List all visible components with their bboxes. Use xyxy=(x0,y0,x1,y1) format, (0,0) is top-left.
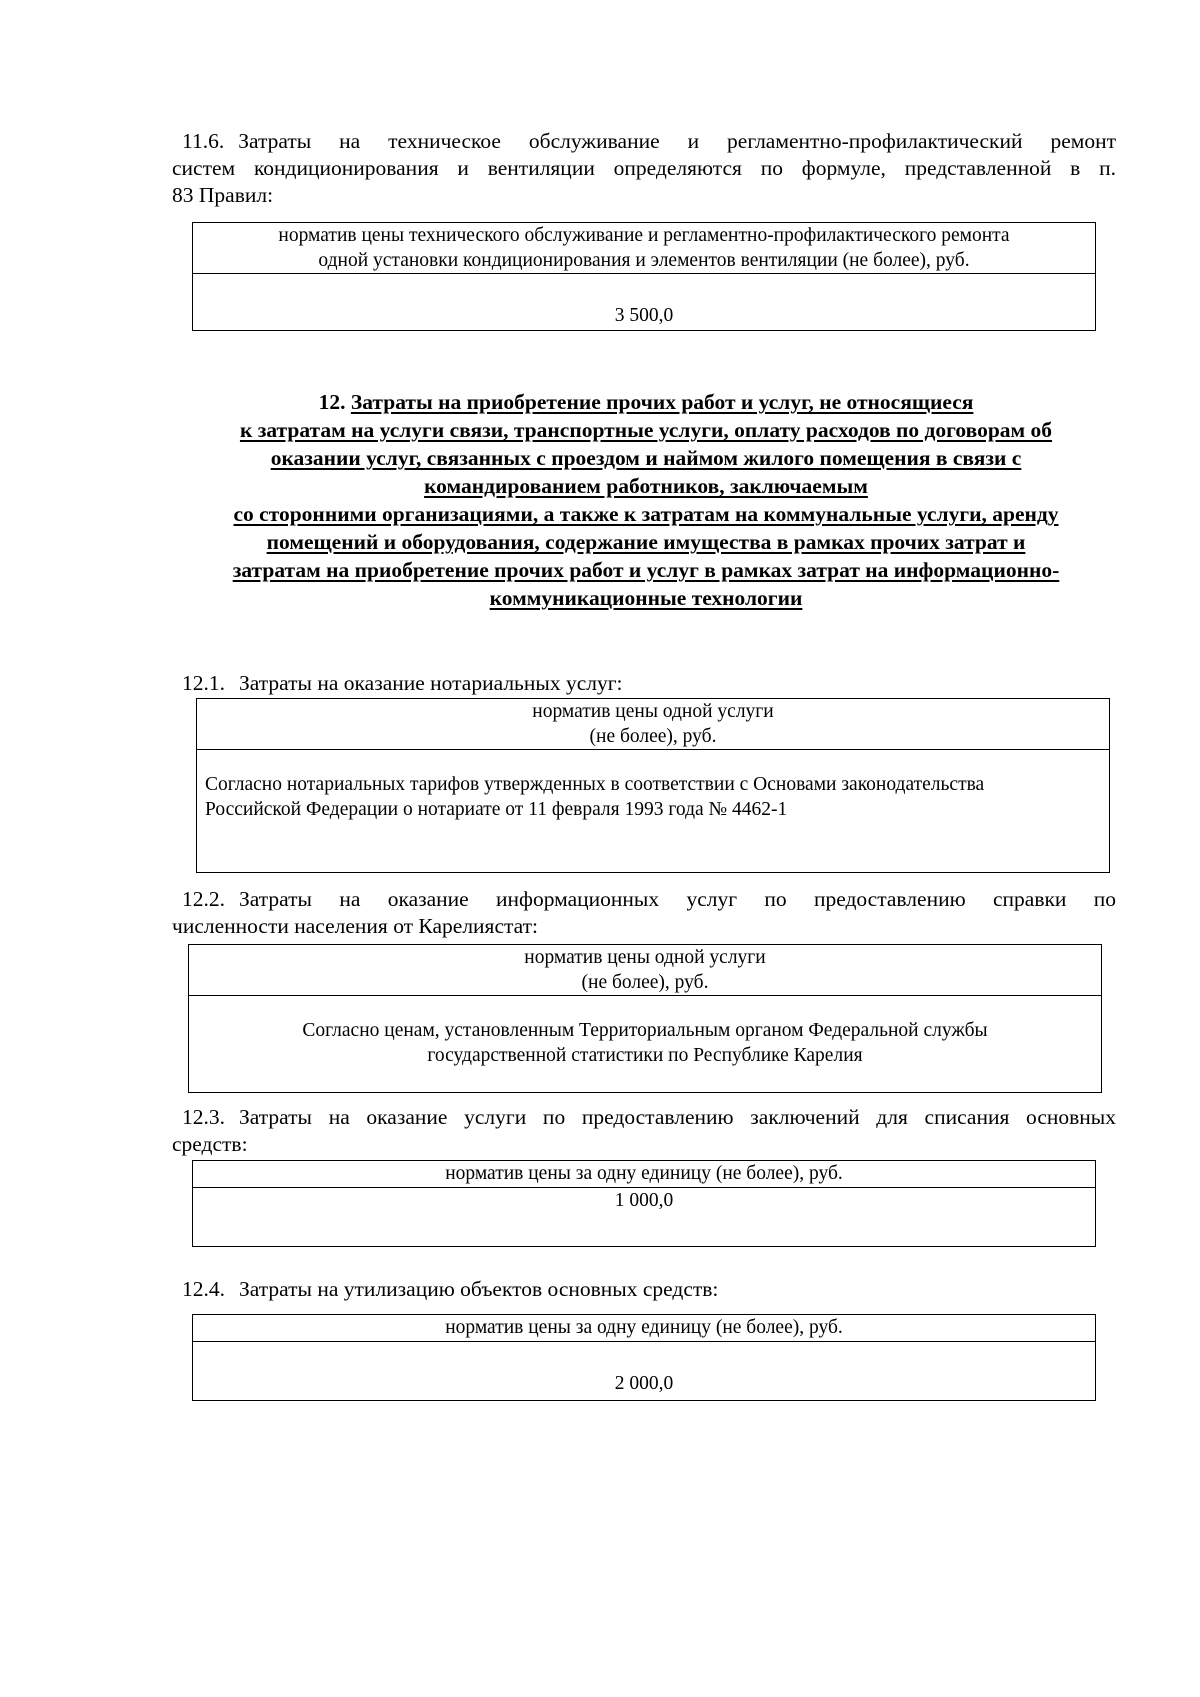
heading-line: Затраты на приобретение прочих работ и услуг, не относящиеся xyxy=(350,390,974,414)
section-number: 12.2. xyxy=(182,887,225,911)
table-header-cell xyxy=(189,945,1102,996)
heading-line: командированием работников, заключаемым xyxy=(424,474,868,498)
heading-line: со сторонними организациями, а также к затратам на коммунальные услуги, аренду xyxy=(233,502,1059,526)
section-number: 12.4. xyxy=(182,1277,225,1301)
section-12-2-text xyxy=(172,886,1116,940)
section-11-6-text xyxy=(172,128,1116,209)
table-header-line: одной установки кондиционирования и элементов вентиляции (не более), руб. xyxy=(318,250,970,271)
text-line: Затраты на утилизацию объектов основных средств: xyxy=(239,1277,719,1301)
table-value-line: Согласно ценам, установленным Территориальным органом Федеральной службы xyxy=(302,1020,988,1041)
text-line: Затраты на техническое обслуживание и регламентно-профилактический ремонт xyxy=(238,129,1116,153)
norm-table-12-3 xyxy=(192,1160,1096,1247)
table-header-cell: норматив цены за одну единицу (не более), руб. xyxy=(193,1161,1096,1188)
text-line: Затраты на оказание информационных услуг по предоставлению справки по xyxy=(239,887,1116,911)
section-12-1-text xyxy=(172,670,1116,697)
norm-table-12-1 xyxy=(196,698,1110,873)
text-line: 83 Правил: xyxy=(172,183,274,207)
table-header-cell: норматив цены за одну единицу (не более), руб. xyxy=(193,1315,1096,1342)
heading-line: оказании услуг, связанных с проездом и наймом жилого помещения в связи с xyxy=(270,446,1022,470)
table-header-line: норматив цены одной услуги xyxy=(524,947,766,968)
table-header-line: норматив цены технического обслуживание и регламентно-профилактического ремонта xyxy=(278,225,1010,246)
heading-line: к затратам на услуги связи, транспортные услуги, оплату расходов по договорам об xyxy=(239,418,1053,442)
heading-line: затратам на приобретение прочих работ и услуг в рамках затрат на информационно- xyxy=(232,558,1060,582)
table-header-line: (не более), руб. xyxy=(589,726,717,747)
table-value-cell xyxy=(189,996,1102,1093)
text-line: систем кондиционирования и вентиляции определяются по формуле, представленной в п. xyxy=(172,156,1116,180)
text-line: Затраты на оказание услуги по предоставлению заключений для списания основных xyxy=(239,1105,1116,1129)
table-value-cell xyxy=(197,750,1110,873)
table-header-line: норматив цены одной услуги xyxy=(532,701,774,722)
heading-number: 12. xyxy=(318,390,346,414)
section-12-3-text xyxy=(172,1104,1116,1158)
text-line: численности населения от Карелиястат: xyxy=(172,914,539,938)
section-12-heading xyxy=(172,388,1120,612)
text-line: Затраты на оказание нотариальных услуг: xyxy=(239,671,623,695)
heading-line: коммуникационные технологии xyxy=(489,586,803,610)
table-header-line: (не более), руб. xyxy=(581,972,709,993)
table-value-line: Согласно нотариальных тарифов утвержденных в соответствии с Основами законодательства xyxy=(205,774,985,795)
section-12-4-text xyxy=(172,1276,1116,1303)
table-value-cell: 1 000,0 xyxy=(193,1188,1096,1247)
table-value-line: Российской Федерации о нотариате от 11 февраля 1993 года № 4462-1 xyxy=(205,799,788,820)
norm-table-12-4 xyxy=(192,1314,1096,1401)
section-number: 11.6. xyxy=(182,129,225,153)
table-value-line: государственной статистики по Республике Карелия xyxy=(427,1045,863,1066)
table-header-cell xyxy=(197,699,1110,750)
heading-line: помещений и оборудования, содержание имущества в рамках прочих затрат и xyxy=(266,530,1026,554)
table-value-cell: 2 000,0 xyxy=(193,1342,1096,1401)
section-number: 12.3. xyxy=(182,1105,225,1129)
norm-table-11-6 xyxy=(192,222,1096,331)
norm-table-12-2 xyxy=(188,944,1102,1093)
table-header-cell xyxy=(193,223,1096,274)
section-number: 12.1. xyxy=(182,671,225,695)
table-value-cell: 3 500,0 xyxy=(193,274,1096,331)
text-line: средств: xyxy=(172,1132,248,1156)
